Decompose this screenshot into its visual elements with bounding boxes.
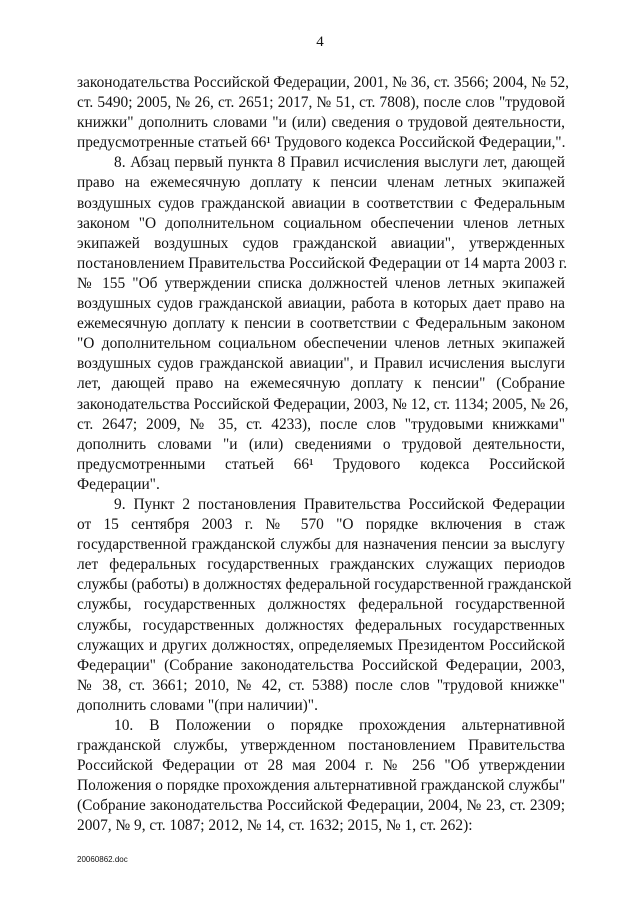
- text-line: 2007, № 9, ст. 1087; 2012, № 14, ст. 1632; 2015, № 1, ст. 262):: [77, 817, 473, 835]
- text-line: воздушных судов гражданской авиации в соответствии с Федеральным: [77, 194, 565, 212]
- text-line: службы, государственных должностях федеральной государственной: [77, 596, 565, 614]
- text-line: постановлением Правительства Российской Федерации от 14 марта 2003 г.: [77, 254, 568, 272]
- text-line: служащих и других должностях, определяемых Президентом Российской: [77, 636, 565, 654]
- text-line: предусмотренные статьей 66¹ Трудового кодекса Российской Федерации,".: [77, 134, 566, 152]
- text-line: воздушных судов гражданской авиации", и Правил исчисления выслуги: [77, 355, 565, 373]
- paragraph: [77, 716, 565, 837]
- text-line: Федерации" (Собрание законодательства Российской Федерации, 2003,: [77, 656, 565, 674]
- text-line: дополнить словами "и (или) сведениями о трудовой деятельности,: [77, 435, 565, 453]
- text-line: № 155 "Об утверждении списка должностей членов летных экипажей: [77, 274, 565, 292]
- text-line: законом "О дополнительном социальном обеспечении членов летных: [77, 214, 565, 232]
- text-line: государственной гражданской службы для назначения пенсии за выслугу: [77, 536, 565, 554]
- text-line: от 15 сентября 2003 г. № 570 "О порядке включения в стаж: [77, 516, 565, 534]
- text-line: книжки" дополнить словами "и (или) сведения о трудовой деятельности,: [77, 114, 565, 132]
- text-line: Федерации".: [77, 475, 160, 493]
- text-line: 8. Абзац первый пункта 8 Правил исчисления выслуги лет, дающей: [114, 154, 565, 172]
- page-number: 4: [316, 34, 324, 50]
- paragraph: [77, 73, 570, 153]
- text-line: ежемесячную доплату к пенсии в соответствии с Федеральным законом: [77, 315, 565, 333]
- text-line: лет, дающей право на ежемесячную доплату к пенсии" (Собрание: [77, 375, 565, 393]
- text-line: 10. В Положении о порядке прохождения альтернативной: [114, 717, 565, 734]
- text-line: воздушных судов гражданской авиации, работа в которых дает право на: [77, 295, 565, 313]
- text-line: лет федеральных государственных гражданских служащих периодов: [77, 556, 565, 574]
- text-line: экипажей воздушных судов гражданской авиации", утвержденных: [77, 234, 565, 252]
- text-line: Положения о порядке прохождения альтернативной гражданской службы": [77, 777, 566, 795]
- text-line: службы (работы) в должностях федеральной государственной гражданской: [77, 576, 572, 594]
- text-line: право на ежемесячную доплату к пенсии членам летных экипажей: [77, 174, 565, 192]
- text-line: (Собрание законодательства Российской Федерации, 2004, № 23, ст. 2309;: [77, 797, 565, 815]
- text-line: № 38, ст. 3661; 2010, № 42, ст. 5388) после слов "трудовой книжке": [77, 676, 565, 694]
- text-line: 9. Пункт 2 постановления Правительства Российской Федерации: [114, 495, 565, 513]
- footer-file-name: 20060862.doc: [77, 855, 128, 864]
- text-line: службы, государственных должностях федеральных государственных: [77, 616, 565, 634]
- document-body: [77, 73, 572, 837]
- text-line: Российской Федерации от 28 мая 2004 г. № 256 "Об утверждении: [77, 757, 565, 775]
- text-line: дополнить словами "(при наличии)".: [77, 696, 318, 714]
- text-line: ст. 2647; 2009, № 35, ст. 4233), после слов "трудовыми книжками": [77, 415, 565, 433]
- text-line: "О дополнительном социальном обеспечении членов летных экипажей: [77, 335, 565, 353]
- text-line: ст. 5490; 2005, № 26, ст. 2651; 2017, № 51, ст. 7808), после слов "трудовой: [77, 94, 565, 112]
- text-line: законодательства Российской Федерации, 2001, № 36, ст. 3566; 2004, № 52,: [77, 74, 570, 91]
- paragraph: [77, 495, 572, 716]
- text-line: законодательства Российской Федерации, 2003, № 12, ст. 1134; 2005, № 26,: [77, 395, 569, 413]
- text-line: предусмотренными статьей 66¹ Трудового кодекса Российской: [77, 455, 565, 473]
- text-line: гражданской службы, утвержденном постановлением Правительства: [77, 737, 565, 755]
- paragraph: [77, 153, 569, 495]
